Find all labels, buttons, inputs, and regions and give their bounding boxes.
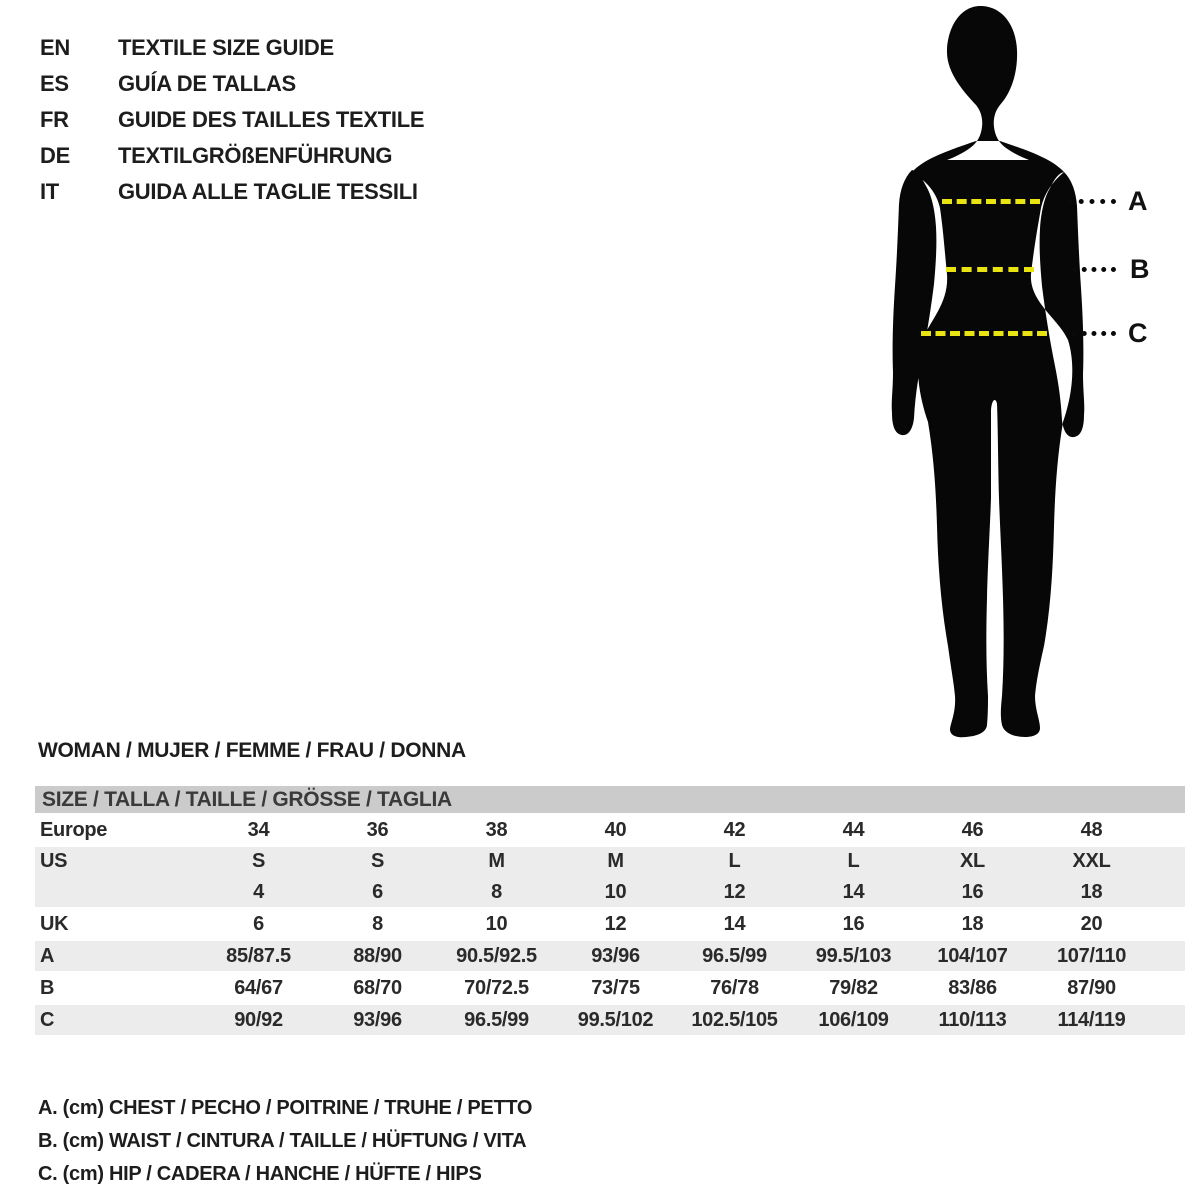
guide-title: TEXTILGRÖßENFÜHRUNG [118,143,393,168]
size-value: L [728,849,741,872]
hip-dotted-leader [1072,331,1116,336]
size-value: 96.5/99 [702,944,767,967]
size-value: 38 [485,818,508,841]
size-value: XXL [1072,849,1111,872]
legend-item-waist: B. (cm) WAIST / CINTURA / TAILLE / HÜFTUNG / VITA [38,1130,527,1152]
size-value: 42 [723,818,746,841]
measure-label-c: C [1128,318,1148,348]
size-value: 10 [485,912,508,935]
language-code: FR [40,107,69,132]
table-row [35,847,1185,877]
size-value: 10 [604,880,627,903]
size-value: 8 [372,912,383,935]
size-table-body [35,815,1185,1035]
size-value: 12 [723,880,746,903]
size-value: 99.5/102 [577,1008,654,1031]
size-value: 73/75 [591,976,640,999]
row-label: Europe [40,818,108,841]
size-value: 107/110 [1056,944,1127,967]
row-label: UK [40,912,69,935]
table-row [35,1005,1185,1035]
size-table [35,786,1185,1037]
size-value: 40 [604,818,627,841]
size-value: S [251,849,266,872]
guide-title: GUIDA ALLE TAGLIE TESSILI [118,179,418,204]
row-label: US [40,849,68,872]
size-value: 93/96 [353,1008,402,1031]
size-value: 44 [842,818,865,841]
size-value: 70/72.5 [464,976,529,999]
language-code: DE [40,143,70,168]
row-label: A [40,944,55,967]
size-value: 76/78 [710,976,759,999]
size-value: 14 [842,880,865,903]
chest-dotted-leader [1068,199,1116,204]
waist-dashed-line [946,267,1034,272]
size-value: 102.5/105 [691,1008,778,1031]
woman-silhouette-image [890,0,1100,742]
size-value: 99.5/103 [815,944,892,967]
row-label: B [40,976,55,999]
size-value: 20 [1080,912,1103,935]
table-row [35,815,1185,845]
size-value: 104/107 [937,944,1008,967]
guide-title: GUÍA DE TALLAS [118,71,296,96]
size-value: 96.5/99 [464,1008,529,1031]
table-row [35,909,1185,939]
chest-dashed-line [942,199,1040,204]
size-value: XL [960,849,985,872]
size-value: 4 [253,880,264,903]
row-label: C [40,1008,55,1031]
size-value: 34 [247,818,270,841]
legend-item-hip: C. (cm) HIP / CADERA / HANCHE / HÜFTE / HIPS [38,1163,482,1185]
size-value: 12 [604,912,627,935]
size-value: 110/113 [938,1008,1007,1031]
size-value: 87/90 [1067,976,1116,999]
size-value: 16 [961,880,984,903]
table-row [35,941,1185,971]
size-value: L [847,849,860,872]
size-value: 6 [253,912,264,935]
measure-label-a: A [1128,186,1148,216]
size-value: 64/67 [234,976,283,999]
size-value: 114/119 [1057,1008,1126,1031]
size-value: 8 [491,880,502,903]
size-value: 18 [961,912,984,935]
language-code: IT [40,179,59,204]
size-value: 36 [366,818,389,841]
size-value: 83/86 [948,976,997,999]
size-value: 106/109 [818,1008,889,1031]
size-value: 90/92 [234,1008,283,1031]
guide-title: TEXTILE SIZE GUIDE [118,35,334,60]
size-value: 85/87.5 [226,944,291,967]
size-value: 88/90 [353,944,402,967]
size-value: 14 [723,912,746,935]
waist-dotted-leader [1072,267,1116,272]
hip-dashed-line [921,331,1047,336]
guide-title: GUIDE DES TAILLES TEXTILE [118,107,425,132]
size-value: 68/70 [353,976,402,999]
size-value: M [607,849,624,872]
size-value: 46 [961,818,984,841]
size-value: 6 [372,880,383,903]
size-value: 90.5/92.5 [456,944,537,967]
table-row [35,877,1185,907]
size-value: 79/82 [829,976,878,999]
size-value: 48 [1080,818,1103,841]
measurement-legend [38,1092,532,1191]
language-code: EN [40,35,70,60]
legend-item-chest: A. (cm) CHEST / PECHO / POITRINE / TRUHE / PETTO [38,1097,533,1119]
size-value: 93/96 [591,944,640,967]
size-table-header: SIZE / TALLA / TAILLE / GRÖSSE / TAGLIA [35,786,1185,813]
size-value: S [370,849,385,872]
size-value: 16 [842,912,865,935]
table-row [35,973,1185,1003]
size-value: M [488,849,505,872]
gender-section-title: WOMAN / MUJER / FEMME / FRAU / DONNA [38,739,466,762]
measure-label-b: B [1130,254,1150,284]
language-code: ES [40,71,69,96]
size-value: 18 [1080,880,1103,903]
